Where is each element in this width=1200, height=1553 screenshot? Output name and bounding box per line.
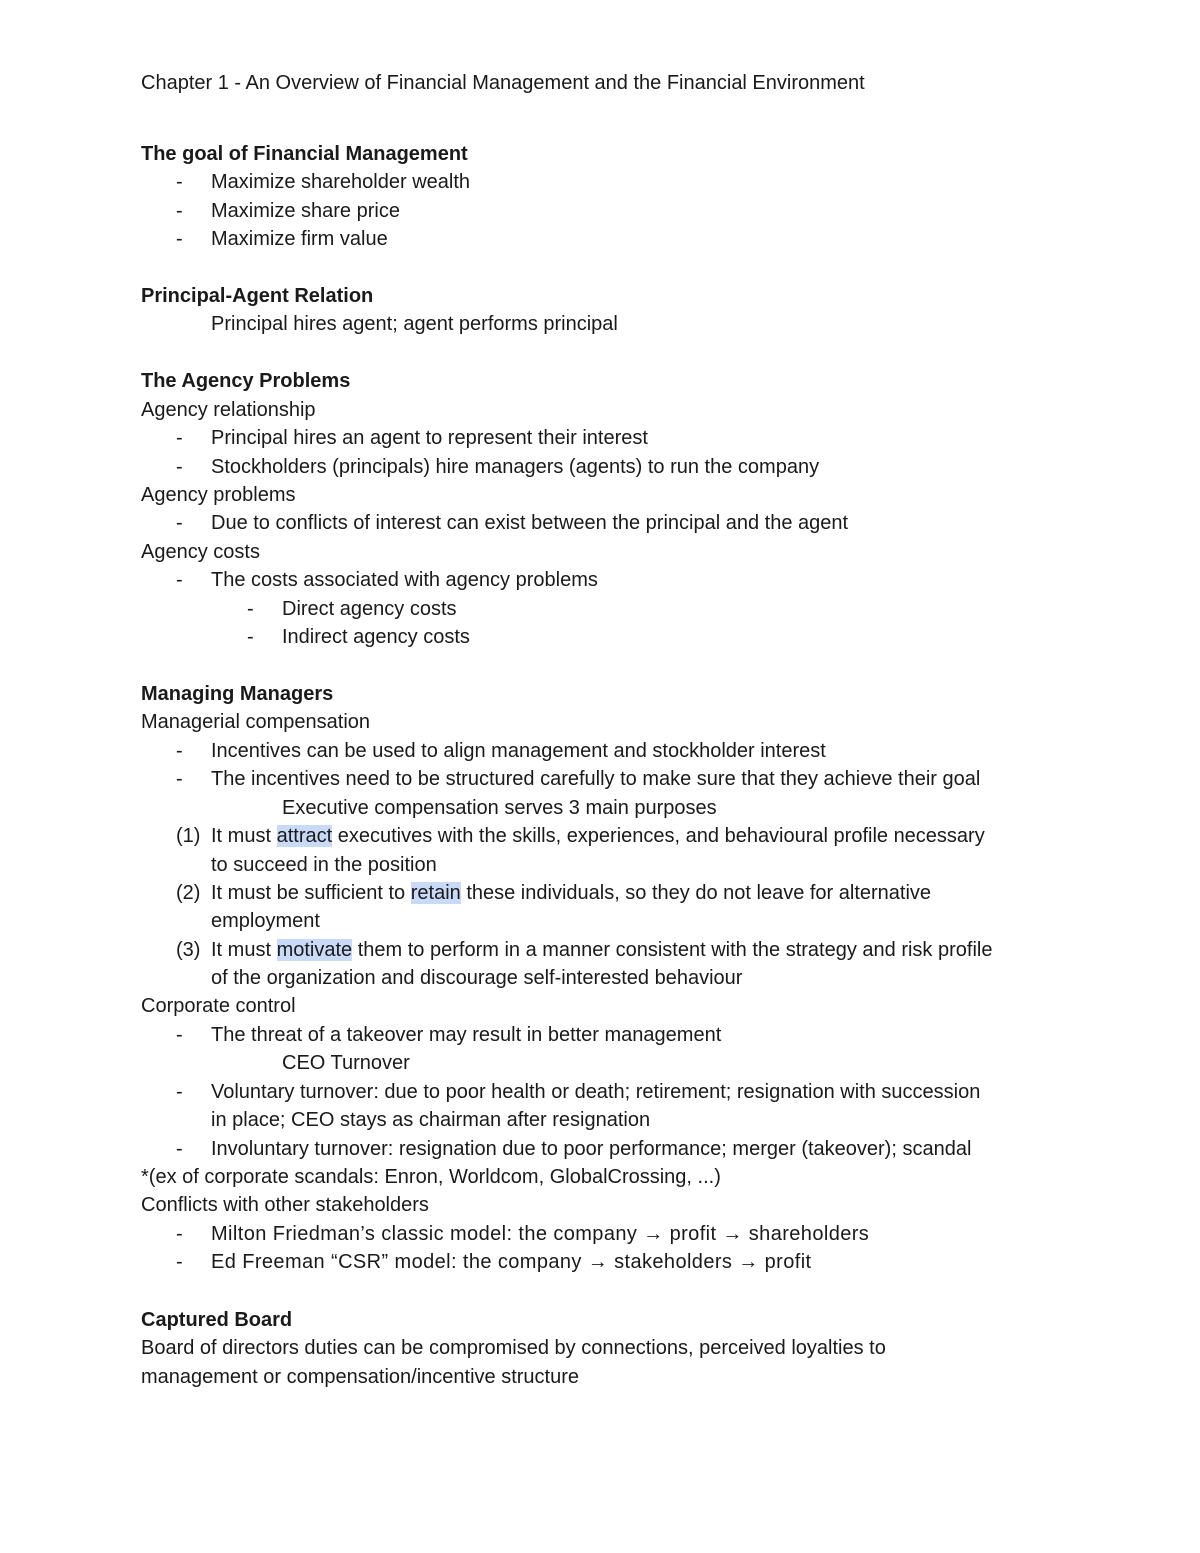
bullet-dash: - [176, 1138, 183, 1160]
subheading-text: Agency costs [141, 541, 260, 563]
numbered-item [211, 823, 985, 849]
paragraph-text: Principal hires agent; agent performs principal [211, 313, 618, 335]
bullet-text: The costs associated with agency problems [211, 569, 598, 591]
numbered-marker: (2) [176, 882, 201, 904]
section-heading-goal: The goal of Financial Management [141, 143, 468, 165]
numbered-marker: (1) [176, 825, 201, 847]
bullet-dash: - [176, 456, 183, 478]
bullet-dash: - [176, 1251, 183, 1273]
text-run: executives with the skills, experiences, and behavioural profile necessary [332, 825, 985, 847]
bullet-dash: - [176, 569, 183, 591]
bullet-text: Maximize shareholder wealth [211, 171, 471, 193]
bullet-dash: - [176, 512, 183, 534]
bullet-dash: - [176, 171, 183, 193]
numbered-item-continuation: to succeed in the position [211, 854, 437, 876]
numbered-item-continuation: employment [211, 910, 320, 932]
bullet-text: Incentives can be used to align management and stockholder interest [211, 740, 826, 762]
text-run: these individuals, so they do not leave for alternative [460, 882, 932, 904]
subheading-text: Conflicts with other stakeholders [141, 1194, 429, 1216]
highlighted-word: retain [410, 882, 461, 904]
bullet-dash: - [176, 228, 183, 250]
subheading-text: Managerial compensation [141, 711, 371, 733]
bullet-dash: - [176, 1223, 183, 1245]
bullet-dash: - [247, 598, 254, 620]
sub-bullet-text: Indirect agency costs [282, 626, 470, 648]
numbered-marker: (3) [176, 939, 201, 961]
bullet-text: The incentives need to be structured carefully to make sure that they achieve their goal [211, 768, 981, 790]
bullet-text: Milton Friedman’s classic model: the company → profit → shareholders [211, 1223, 870, 1245]
sub-bullet-text: Direct agency costs [282, 598, 457, 620]
numbered-item [211, 937, 992, 963]
text-run: them to perform in a manner consistent with the strategy and risk profile [352, 939, 993, 961]
bullet-dash: - [176, 427, 183, 449]
bullet-text: The threat of a takeover may result in better management [211, 1024, 722, 1046]
bullet-text: Maximize firm value [211, 228, 388, 250]
numbered-item-continuation: of the organization and discourage self-interested behaviour [211, 967, 743, 989]
bullet-text: Voluntary turnover: due to poor health or death; retirement; resignation with succession [211, 1081, 981, 1103]
subheading-text: Agency relationship [141, 399, 316, 421]
section-heading-captured-board: Captured Board [141, 1309, 293, 1331]
bullet-text: Maximize share price [211, 200, 400, 222]
bullet-dash: - [176, 1081, 183, 1103]
subheading-text: Agency problems [141, 484, 296, 506]
bullet-dash: - [176, 1024, 183, 1046]
highlighted-word: attract [276, 825, 333, 847]
paragraph-text: Board of directors duties can be compromised by connections, perceived loyalties to [141, 1337, 886, 1359]
bullet-dash: - [247, 626, 254, 648]
paragraph-text: management or compensation/incentive structure [141, 1366, 580, 1388]
document-title: Chapter 1 - An Overview of Financial Management and the Financial Environment [141, 72, 865, 94]
indented-text: CEO Turnover [282, 1052, 410, 1074]
note-text: *(ex of corporate scandals: Enron, Worldcom, GlobalCrossing, ...) [141, 1166, 721, 1188]
bullet-dash: - [176, 740, 183, 762]
bullet-text: Ed Freeman “CSR” model: the company → stakeholders → profit [211, 1251, 812, 1273]
bullet-text: Principal hires an agent to represent their interest [211, 427, 648, 449]
bullet-text: Due to conflicts of interest can exist between the principal and the agent [211, 512, 849, 534]
bullet-text: Involuntary turnover: resignation due to poor performance; merger (takeover); scandal [211, 1138, 972, 1160]
section-heading-principal-agent: Principal-Agent Relation [141, 285, 374, 307]
bullet-dash: - [176, 768, 183, 790]
section-heading-managing-managers: Managing Managers [141, 683, 334, 705]
highlighted-word: motivate [276, 939, 353, 961]
subheading-text: Corporate control [141, 995, 296, 1017]
text-run: It must [211, 825, 277, 847]
text-run: It must be sufficient to [211, 882, 411, 904]
numbered-item [211, 880, 931, 906]
section-heading-agency-problems: The Agency Problems [141, 370, 351, 392]
bullet-text: Stockholders (principals) hire managers (agents) to run the company [211, 456, 820, 478]
bullet-text-continuation: in place; CEO stays as chairman after resignation [211, 1109, 651, 1131]
bullet-dash: - [176, 200, 183, 222]
text-run: It must [211, 939, 277, 961]
indented-text: Executive compensation serves 3 main purposes [282, 797, 717, 819]
